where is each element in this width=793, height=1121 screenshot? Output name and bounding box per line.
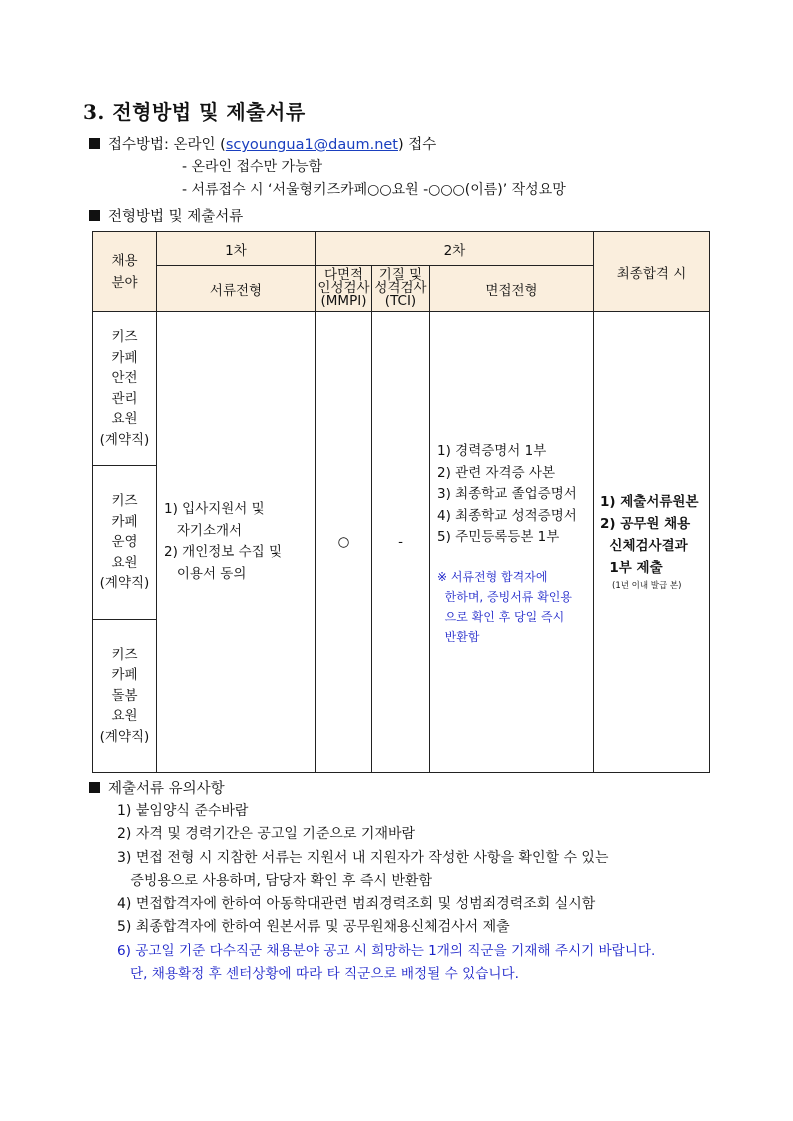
note-item-highlight: 6) 공고일 기준 다수직군 채용분야 공고 시 희망하는 1개의 직군을 기재해 주시기 바랍니다. (117, 942, 656, 959)
notes-section (95, 777, 655, 986)
doc-item: 2) 개인정보 수집 및 (164, 544, 283, 560)
category-operation: 키즈 카페 운영 요원 (계약직) (93, 466, 157, 620)
interview-item: 2) 관련 자격증 사본 (437, 464, 556, 481)
application-method (89, 133, 436, 154)
note-item: 5) 최종합격자에 한하여 원본서류 및 공무원채용신체검사서 제출 (117, 919, 510, 936)
header-mmpi: 다면적 인성검사 (MMPI) (316, 266, 372, 312)
header-field: 채용 분야 (93, 232, 157, 312)
table-section-heading (89, 205, 243, 226)
doc-item: 1) 입사지원서 및 (164, 501, 265, 517)
interview-items (430, 312, 594, 773)
header-interview: 면접전형 (430, 266, 594, 312)
category-care: 키즈 카페 돌봄 요원 (계약직) (93, 620, 157, 773)
doc-item: 이용서 동의 (164, 565, 247, 582)
interview-item: 4) 최종학교 성적증명서 (437, 507, 577, 524)
tci-value: - (372, 312, 430, 773)
note-item: 2) 자격 및 경력기간은 공고일 기준으로 기재바람 (117, 826, 416, 843)
table-section-label: 전형방법 및 제출서류 (108, 209, 244, 225)
note-item: 3) 면접 전형 시 지참한 서류는 지원서 내 지원자가 작성한 사항을 확인할 수 있는 (117, 849, 609, 866)
final-item: 신체검사결과 (600, 538, 688, 554)
square-bullet-icon (89, 782, 100, 793)
final-item: 1) 제출서류원본 (600, 494, 699, 510)
application-suffix: ) 접수 (398, 137, 437, 153)
interview-note-line: 으로 확인 후 당일 즉시 (437, 609, 565, 624)
header-final: 최종합격 시 (594, 232, 710, 312)
application-note: - 서류접수 시 ‘서울형키즈카페○○요원 -○○○(이름)’ 작성요망 (182, 182, 566, 198)
category-safety: 키즈 카페 안전 관리 요원 (계약직) (93, 312, 157, 466)
final-item: 2) 공무원 채용 (600, 516, 691, 532)
final-item: 1부 제출 (600, 560, 663, 576)
interview-note-line: 한하며, 증빙서류 확인용 (437, 589, 572, 604)
header-doc-screening: 서류전형 (157, 266, 316, 312)
header-stage1: 1차 (157, 232, 316, 266)
note-item: 1) 붙임양식 준수바람 (117, 803, 249, 819)
interview-note-line: 반환함 (437, 629, 480, 644)
final-note: (1년 이내 발급 본) (612, 581, 682, 591)
application-note: - 온라인 접수만 가능함 (182, 159, 323, 175)
section-title: 3. 전형방법 및 제출서류 (83, 100, 306, 124)
square-bullet-icon (89, 210, 100, 221)
header-stage2: 2차 (316, 232, 594, 266)
interview-note-line: ※ 서류전형 합격자에 (437, 569, 548, 584)
interview-item: 5) 주민등록등본 1부 (437, 529, 560, 546)
note-item-highlight: 단, 채용확정 후 센터상황에 따라 타 직군으로 배정될 수 있습니다. (117, 966, 519, 983)
square-bullet-icon (89, 138, 100, 149)
doc-item: 자기소개서 (164, 522, 243, 539)
notes-label: 제출서류 유의사항 (108, 781, 225, 797)
header-tci: 기질 및 성격검사 (TCI) (372, 266, 430, 312)
notes-heading (89, 777, 655, 798)
application-prefix: : 온라인 ( (164, 137, 226, 153)
doc-screening-items (157, 312, 316, 773)
email-link[interactable]: scyoungua1@daum.net (225, 137, 398, 153)
note-item: 증빙용으로 사용하며, 담당자 확인 후 즉시 반환함 (117, 872, 432, 889)
interview-item: 1) 경력증명서 1부 (437, 443, 547, 460)
mmpi-value: ○ (316, 312, 372, 773)
final-items (594, 312, 710, 773)
note-item: 4) 면접합격자에 한하여 아동학대관련 범죄경력조회 및 성범죄경력조회 실시함 (117, 896, 596, 913)
application-label: 접수방법 (108, 137, 165, 153)
interview-item: 3) 최종학교 졸업증명서 (437, 486, 577, 503)
selection-table (92, 231, 710, 773)
